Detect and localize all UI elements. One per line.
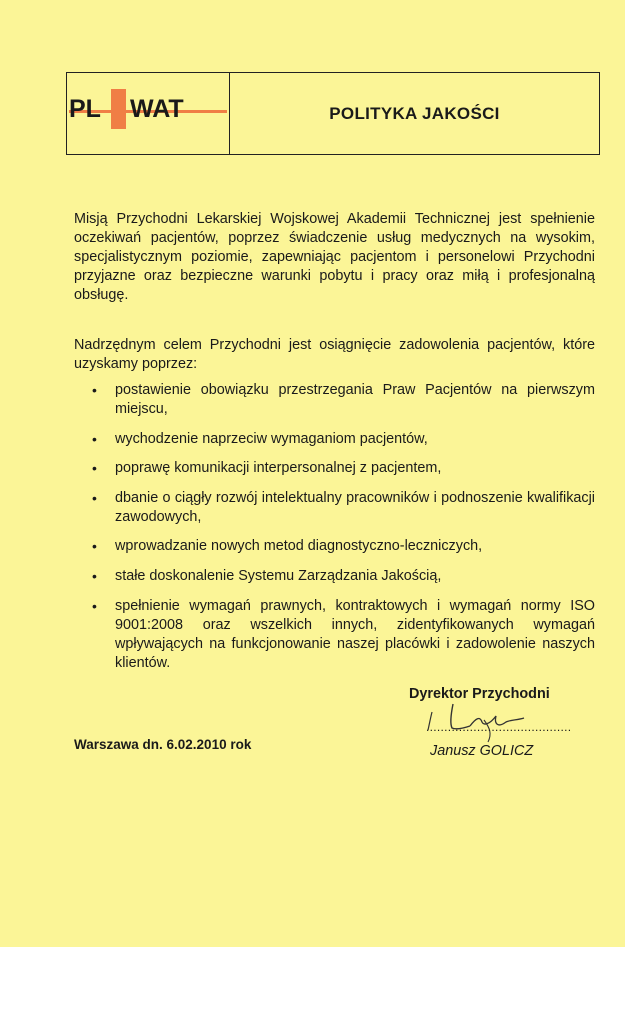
signer-name: Janusz GOLICZ — [430, 743, 534, 759]
city-date: Warszawa dn. 6.02.2010 rok — [74, 737, 252, 752]
logo-cell — [67, 73, 230, 154]
logo-text-right: WAT — [130, 95, 184, 123]
goal-intro-paragraph: Nadrzędnym celem Przychodni jest osiągnięcie zadowolenia pacjentów, które uzyskamy poprzez: — [74, 337, 595, 372]
pl-wat-logo — [69, 89, 227, 129]
header-box — [66, 72, 600, 155]
list-item: • spełnienie wymagań prawnych, kontraktowych i wymagań normy ISO 9001:2008 oraz wszelkich innych, zidentyfikowanych wymagań wpływających na funkcjonowanie naszej placówki i zadowolenie naszych klientów. — [74, 597, 595, 673]
mission-paragraph: Misją Przychodni Lekarskiej Wojskowej Akademii Technicznej jest spełnienie oczekiwań pacjentów, poprzez świadczenie usług medycznych na wysokim, specjalistycznym poziomie, zapewniając pacjentom i personelowi Przychodni przyjazne oraz bezpieczne warunki pobytu i pracy oraz miłą i profesjonalną obsługę. — [74, 211, 595, 303]
list-item: • wychodzenie naprzeciw wymaganiom pacjentów, — [74, 430, 595, 449]
list-item: • wprowadzanie nowych metod diagnostyczno-leczniczych, — [74, 537, 595, 556]
goals-list — [74, 381, 595, 683]
list-item: • stałe doskonalenie Systemu Zarządzania Jakością, — [74, 567, 595, 586]
list-item: • dbanie o ciągły rozwój intelektualny pracowników i podnoszenie kwalifikacji zawodowych, — [74, 489, 595, 527]
signer-title: Dyrektor Przychodni — [409, 686, 550, 702]
list-item: • poprawę komunikacji interpersonalnej z pacjentem, — [74, 459, 595, 478]
list-item: • postawienie obowiązku przestrzegania Praw Pacjentów na pierwszym miejscu, — [74, 381, 595, 419]
document-title: POLITYKA JAKOŚCI — [329, 103, 500, 123]
logo-text-left: PL — [69, 95, 101, 123]
signature-line: ........................................ — [426, 720, 572, 734]
